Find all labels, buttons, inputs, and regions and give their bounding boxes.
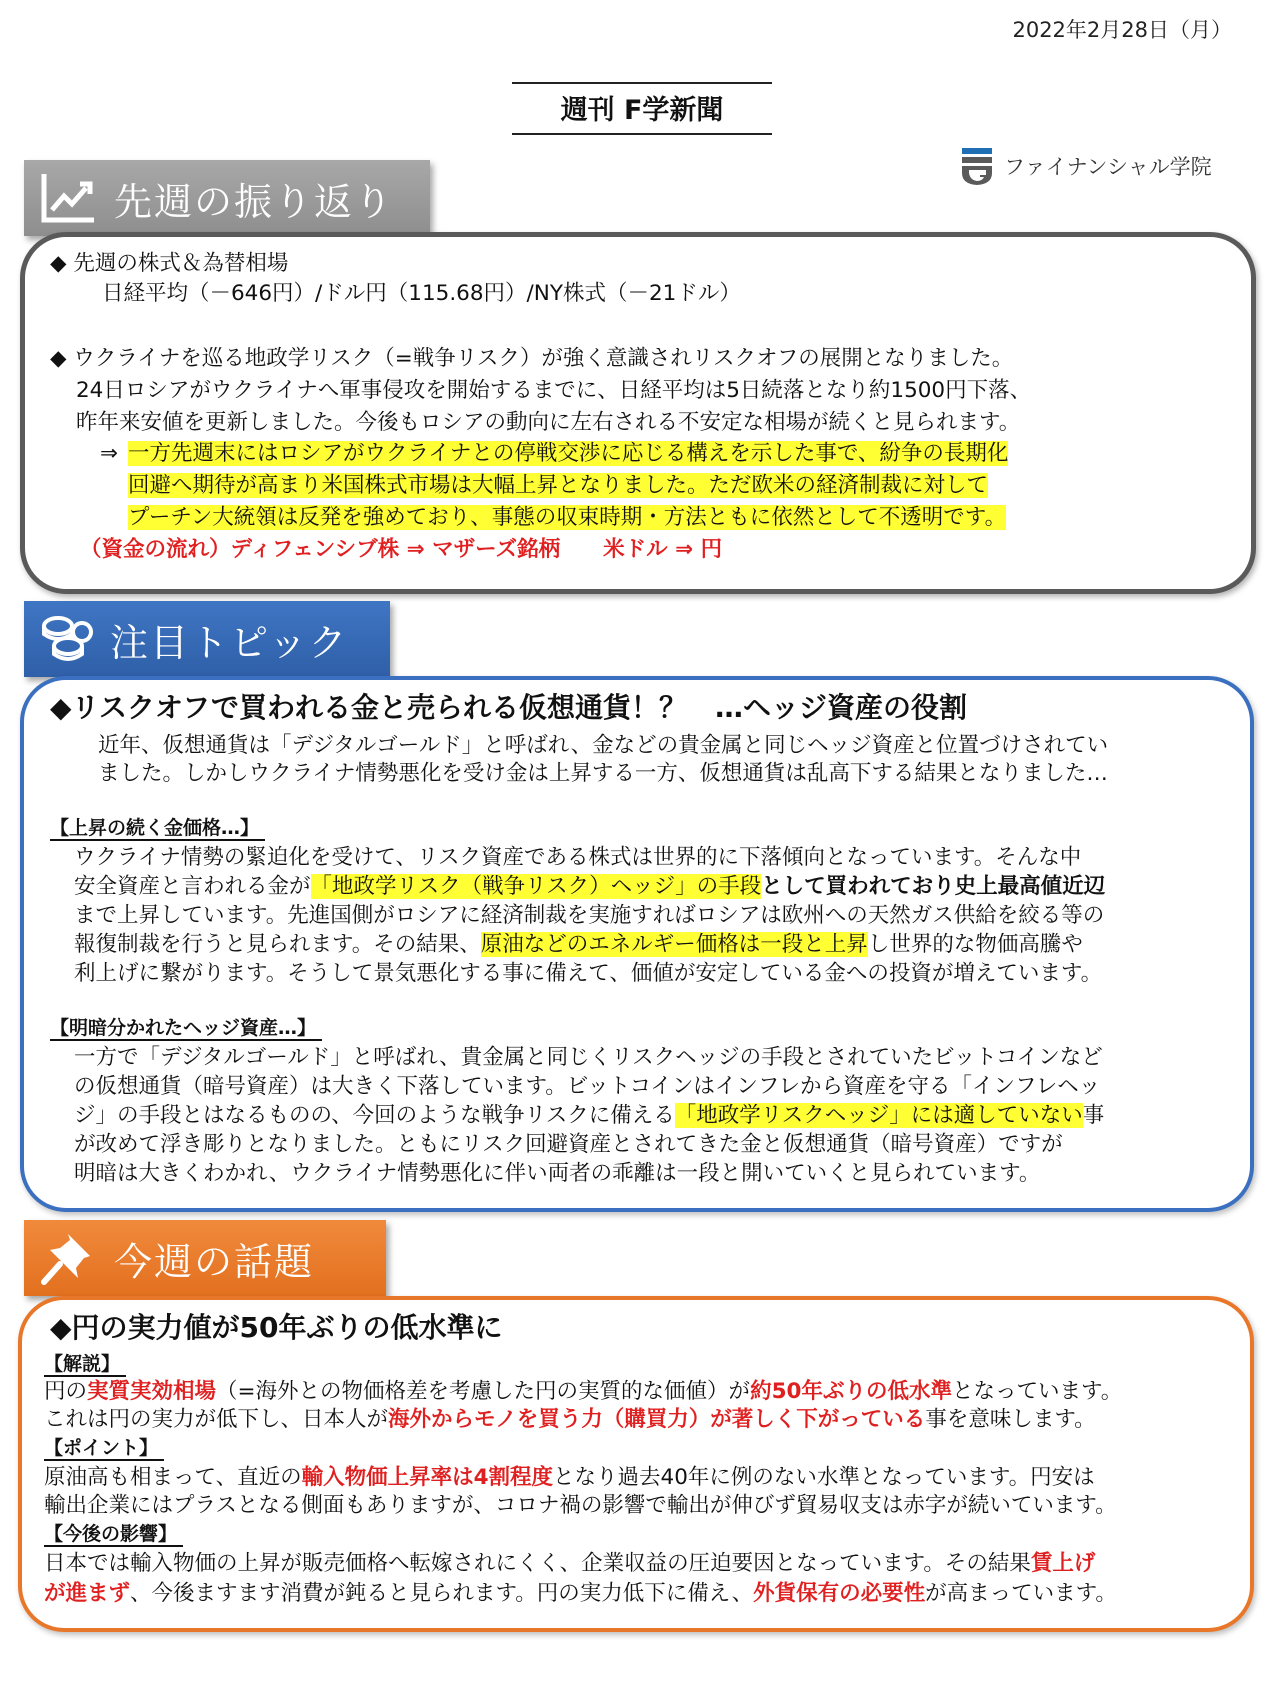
gold-line: ウクライナ情勢の緊迫化を受けて、リスク資産である株式は世界的に下落傾向となっています。そんな中 — [74, 845, 1082, 870]
paragraph-line: 昨年来安値を更新しました。今後もロシアの動向に左右される不安定な相場が続くと見られます。 — [76, 410, 1021, 435]
section-heading: 先週の振り返り — [114, 179, 395, 224]
highlighted-text: 回避へ期待が高まり米国株式市場は大幅上昇となりました。ただ欧米の経済制裁に対して — [128, 473, 989, 498]
highlighted-text: 「地政学リスク（戦争リスク）ヘッジ」の手段 — [310, 874, 762, 899]
crypto-line: 明暗は大きくわかれ、ウクライナ情勢悪化に伴い両者の乖離は一段と開いていくと見られています。 — [74, 1161, 1041, 1186]
gold-line: 報復制裁を行うと見られます。その結果、原油などのエネルギー価格は一段と上昇し世界的な物価高騰や — [74, 932, 1083, 957]
money-flow: （資金の流れ）ディフェンシブ株 ⇒ マザーズ銘柄 米ドル ⇒ 円 — [80, 537, 723, 562]
company-logo-text: ファイナンシャル学院 — [1004, 155, 1212, 179]
newspaper-title: 週刊 F学新聞 — [512, 82, 772, 135]
impact-line: が進まず、今後ますます消費が鈍ると見られます。円の実力低下に備え、外貨保有の必要性が高まっています。 — [44, 1581, 1117, 1606]
label-point: 【ポイント】 — [44, 1437, 164, 1461]
coins-icon — [38, 614, 94, 664]
highlighted-text: プーチン大統領は反発を強めており、事態の収束時期・方法ともに依然として不透明です。 — [128, 505, 1007, 530]
impact-line: 日本では輸入物価の上昇が販売価格へ転嫁されにくく、企業収益の圧迫要因となっています。その結果賃上げ — [44, 1551, 1096, 1576]
highlighted-text: 「地政学リスクヘッジ」には適していない — [674, 1103, 1083, 1128]
explanation-line: これは円の実力が低下し、日本人が海外からモノを買う力（購買力）が著しく下がっている事を意味します。 — [44, 1407, 1096, 1432]
section-heading: 今週の話題 — [114, 1239, 315, 1284]
subheading-hedge: 【明暗分かれたヘッジ資産…】 — [50, 1017, 322, 1041]
issue-date: 2022年2月28日（月） — [1012, 18, 1232, 42]
line-chart-icon — [38, 170, 98, 226]
topic-title: ◆リスクオフで買われる金と売られる仮想通貨！？ …ヘッジ資産の役割 — [50, 691, 967, 724]
market-summary-title: ◆ 先週の株式＆為替相場 — [50, 251, 289, 276]
intro-line: 近年、仮想通貨は「デジタルゴールド」と呼ばれ、金などの貴金属と同じヘッジ資産と位置づけされてい — [98, 733, 1109, 758]
this-week-title: ◆円の実力値が50年ぶりの低水準に — [50, 1311, 503, 1344]
arrow-mark: ⇒ — [100, 441, 119, 466]
market-summary-values: 日経平均（－646円）/ドル円（115.68円）/NY株式（－21ドル） — [102, 281, 741, 306]
paragraph-line: ◆ ウクライナを巡る地政学リスク（=戦争リスク）が強く意識されリスクオフの展開となりました。 — [50, 346, 1014, 371]
section-header-topic — [24, 601, 390, 677]
label-future-impact: 【今後の影響】 — [44, 1523, 183, 1547]
crypto-line: ジ」の手段とはなるものの、今回のような戦争リスクに備える「地政学リスクヘッジ」には適していない事 — [74, 1103, 1105, 1128]
company-logo — [960, 146, 1212, 186]
gold-line: 安全資産と言われる金が「地政学リスク（戦争リスク）ヘッジ」の手段として買われており史上最高値近辺 — [74, 874, 1106, 899]
label-explanation: 【解説】 — [44, 1353, 126, 1377]
gold-line: 利上げに繋がります。そうして景気悪化する事に備えて、価値が安定している金への投資が増えています。 — [74, 961, 1103, 986]
crypto-line: 一方で「デジタルゴールド」と呼ばれ、貴金属と同じくリスクヘッジの手段とされていたビットコインなど — [74, 1045, 1103, 1070]
crypto-line: の仮想通貨（暗号資産）は大きく下落しています。ビットコインはインフレから資産を守る「インフレヘッ — [74, 1074, 1101, 1099]
section-header-last-week — [24, 160, 430, 236]
explanation-line: 円の実質実効相場（=海外との物価格差を考慮した円の実質的な価値）が約50年ぶりの低水準となっています。 — [44, 1379, 1123, 1404]
pushpin-icon — [38, 1230, 98, 1286]
paragraph-line: 24日ロシアがウクライナへ軍事侵攻を開始するまでに、日経平均は5日続落となり約1500円下落、 — [76, 378, 1032, 403]
g-shield-logo-icon — [960, 146, 994, 186]
point-line: 原油高も相まって、直近の輸入物価上昇率は4割程度となり過去40年に例のない水準となっています。円安は — [44, 1465, 1095, 1490]
point-line: 輸出企業にはプラスとなる側面もありますが、コロナ禍の影響で輸出が伸びず貿易収支は赤字が続いています。 — [44, 1493, 1117, 1518]
intro-line: ました。しかしウクライナ情勢悪化を受け金は上昇する一方、仮想通貨は乱高下する結果となりました… — [98, 761, 1108, 786]
gold-line: まで上昇しています。先進国側がロシアに経済制裁を実施すればロシアは欧州への天然ガス供給を絞る等の — [74, 903, 1105, 928]
subheading-gold: 【上昇の続く金価格…】 — [50, 817, 265, 841]
section-header-this-week — [24, 1220, 386, 1296]
highlighted-text: 原油などのエネルギー価格は一段と上昇 — [480, 932, 868, 957]
section-heading: 注目トピック — [110, 620, 349, 665]
crypto-line: が改めて浮き彫りとなりました。ともにリスク回避資産とされてきた金と仮想通貨（暗号資産）ですが — [74, 1132, 1063, 1157]
highlighted-text: 一方先週末にはロシアがウクライナとの停戦交渉に応じる構えを示した事で、紛争の長期化 — [128, 441, 1009, 466]
